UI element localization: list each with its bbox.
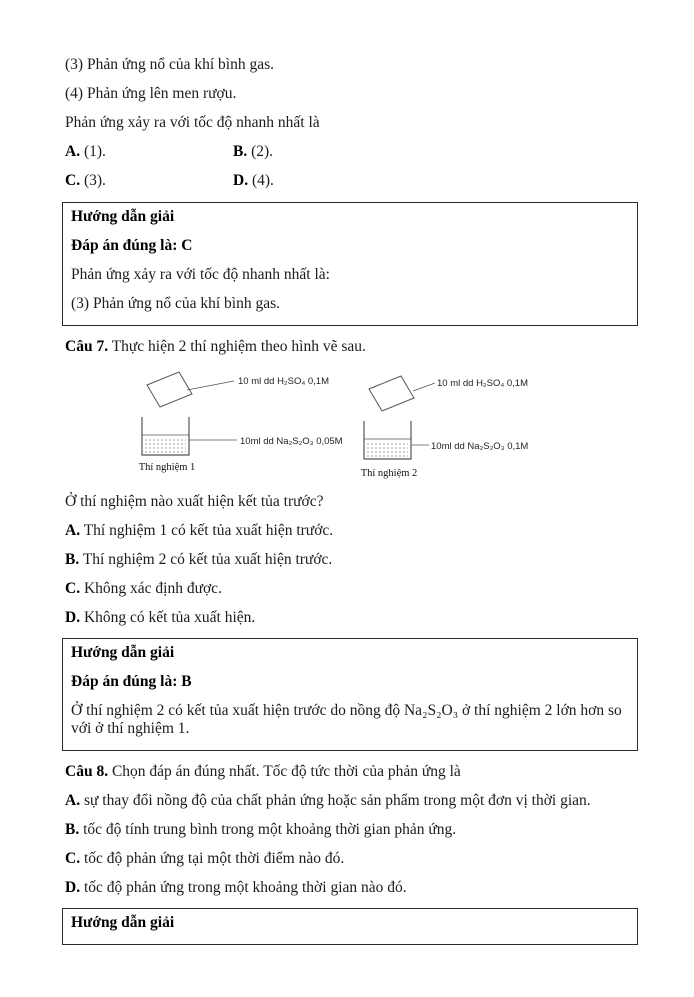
q8-number: Câu 8. [65, 763, 109, 780]
q8-option-d-label: D. [65, 879, 81, 896]
q7-option-c-text: Không xác định được. [83, 580, 222, 597]
q8-option-d [65, 879, 635, 897]
solution-q7-answer [71, 673, 629, 691]
q8-option-c-text: tốc độ phản ứng tại một thời điểm nào đó. [83, 850, 345, 867]
q6-options [65, 143, 635, 201]
exp1-flask-icon [147, 372, 192, 407]
solution-q8-heading [71, 914, 629, 932]
q7-option-a-label: A. [65, 522, 81, 539]
solution-box-q8 [62, 908, 638, 945]
q8-text: Chọn đáp án đúng nhất. Tốc độ tức thời của phản ứng là [111, 763, 461, 780]
q7-number: Câu 7. [65, 338, 109, 355]
q8-option-d-text: tốc độ phản ứng trong một khoảng thời gian nào đó. [83, 879, 407, 896]
q6-option-b-label: B. [233, 143, 248, 160]
q8-option-b [65, 821, 635, 839]
q8-option-b-text: tốc độ tính trung bình trong một khoảng thời gian phản ứng. [83, 821, 457, 838]
q7-option-b-text: Thí nghiệm 2 có kết tủa xuất hiện trước. [82, 551, 333, 568]
solution-q6-line2: (3) Phản ứng nổ của khí bình gas. [71, 295, 281, 312]
exp1-flask-label: 10 ml dd H₂SO₄ 0,1M [238, 376, 329, 387]
exp1-beaker-icon [142, 417, 189, 455]
exp2-caption: Thí nghiệm 2 [360, 468, 418, 479]
q6-statement-3: (3) Phản ứng nổ của khí bình gas. [65, 56, 275, 73]
q8-heading [65, 763, 635, 781]
q6-prompt: Phản ứng xảy ra với tốc độ nhanh nhất là [65, 114, 320, 131]
q8-option-a-text: sự thay đổi nồng độ của chất phản ứng hoặc sản phẩm trong một đơn vị thời gian. [83, 792, 591, 809]
q6-option-d-label: D. [233, 172, 249, 189]
solution-q6-heading-text: Hướng dẫn giải [71, 208, 175, 225]
exp2-beaker-label: 10ml dd Na₂S₂O₃ 0,1M [431, 441, 529, 452]
q6-option-c-label: C. [65, 172, 81, 189]
q7-option-b-label: B. [65, 551, 80, 568]
q7-option-c-label: C. [65, 580, 81, 597]
solution-q7-answer-text: Đáp án đúng là: B [71, 673, 192, 690]
q6-option-a-text: (1). [83, 143, 106, 160]
q7-diagram [137, 367, 635, 483]
q6-option-a-label: A. [65, 143, 81, 160]
solution-q6-answer-text: Đáp án đúng là: C [71, 237, 193, 254]
q8-option-c-label: C. [65, 850, 81, 867]
q8-option-c [65, 850, 635, 868]
solution-q7-heading [71, 644, 629, 662]
q7-option-a-text: Thí nghiệm 1 có kết tủa xuất hiện trước. [83, 522, 334, 539]
q6-option-c [65, 172, 233, 190]
experiment-1-figure [139, 372, 343, 473]
exp2-beaker-icon [364, 421, 411, 459]
q8-option-a [65, 792, 635, 810]
q7-option-b [65, 551, 635, 569]
q7-prompt: Ở thí nghiệm nào xuất hiện kết tủa trước? [65, 493, 324, 510]
solution-q8-heading-text: Hướng dẫn giải [71, 914, 175, 931]
q7-heading [65, 338, 635, 356]
experiments-figure [137, 367, 617, 483]
q7-option-c [65, 580, 635, 598]
q7-option-d-label: D. [65, 609, 81, 626]
q6-option-b [233, 143, 635, 161]
q7-option-d [65, 609, 635, 627]
q6-statement-4: (4) Phản ứng lên men rượu. [65, 85, 237, 102]
q8-option-b-label: B. [65, 821, 80, 838]
solution-q7-heading-text: Hướng dẫn giải [71, 644, 175, 661]
exp2-flask-label: 10 ml dd H₂SO₄ 0,1M [437, 378, 528, 389]
solution-q6-heading [71, 208, 629, 226]
solution-q6-answer [71, 237, 629, 255]
q6-option-d [233, 172, 635, 190]
solution-q6-line1: Phản ứng xảy ra với tốc độ nhanh nhất là: [71, 266, 330, 283]
experiment-2-figure [361, 376, 529, 479]
q7-option-d-text: Không có kết tủa xuất hiện. [83, 609, 256, 626]
exp2-flask-icon [369, 376, 414, 411]
q6-option-a [65, 143, 233, 161]
q7-text: Thực hiện 2 thí nghiệm theo hình vẽ sau. [111, 338, 366, 355]
q7-option-a [65, 522, 635, 540]
solution-box-q6 [62, 202, 638, 326]
solution-box-q7 [62, 638, 638, 751]
q6-option-d-text: (4). [251, 172, 274, 189]
q6-option-b-text: (2). [251, 143, 274, 160]
exp1-beaker-label: 10ml dd Na₂S₂O₃ 0,05M [240, 436, 343, 447]
q8-option-a-label: A. [65, 792, 81, 809]
q6-option-c-text: (3). [83, 172, 106, 189]
solution-q7-body: Ở thí nghiệm 2 có kết tủa xuất hiện trước do nồng độ Na₂S₂O₃ ở thí nghiệm 2 lớn hơn so với ở thí nghiệm 1. [71, 702, 622, 737]
exp1-caption: Thí nghiệm 1 [138, 462, 196, 473]
